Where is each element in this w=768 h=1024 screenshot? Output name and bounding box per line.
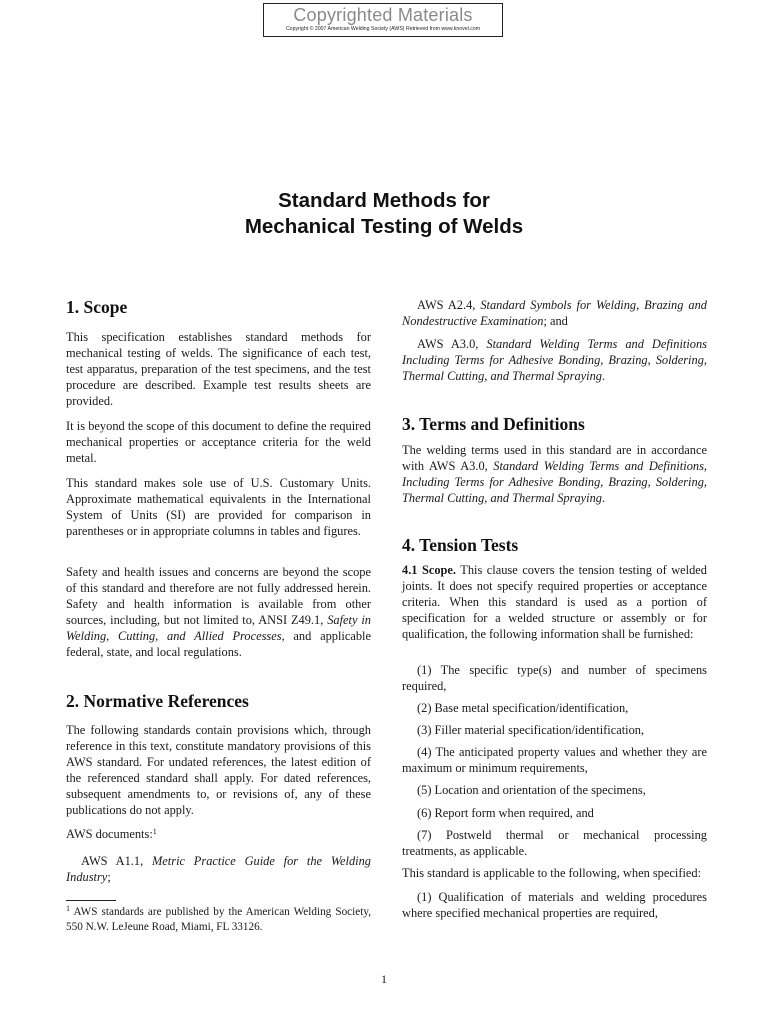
scope-paragraph-3: This standard makes sole use of U.S. Customary Units. Approximate mathematical equivalents in the International System of Units (SI) are provided for comparison in parentheses or in appropriate columns in tables and figures. — [66, 476, 371, 538]
list-item: (4) The anticipated property values and whether they are maximum or minimum requirements, — [402, 745, 707, 775]
list-item: (2) Base metal specification/identification, — [417, 701, 629, 715]
ansi-z49-title: Safety in Welding, Cutting, and Allied Processes — [66, 613, 371, 643]
section-1-heading: 1. Scope — [66, 297, 128, 317]
list-item: (1) The specific type(s) and number of specimens required, — [402, 663, 707, 693]
footnote: $^1$ AWS standards are published by the American Welding Society, 550 N.W. LeJeune Road, Miami, FL 33126. — [66, 904, 371, 933]
section-2-heading: 2. Normative References — [66, 691, 249, 711]
watermark-notice: Copyright © 2007 American Welding Society (AWS) Retrieved from www.knovel.com — [285, 26, 481, 32]
scope-paragraph-1: This specification establishes standard methods for mechanical testing of welds. The significance of each test, test apparatus, preparation of the test specimens, and the test procedure are described. Example test results sheets are provided. — [66, 330, 371, 408]
title-line-1: Standard Methods for — [278, 189, 490, 212]
applicability-statement: This standard is applicable to the following, when specified: — [402, 866, 702, 880]
list-item: (3) Filler material specification/identification, — [417, 723, 645, 737]
reference-aws-a1-1: AWS A1.1, Metric Practice Guide for the Welding Industry; — [66, 854, 371, 884]
normative-paragraph: The following standards contain provisions which, through reference in this text, constitute mandatory provisions of this AWS standard. For undated references, the latest edition of the referenced standard shall apply. For dated references, subsequent amendments to, or revisions of, any of these publications do not apply. — [66, 723, 371, 817]
page-number: 1 — [381, 972, 387, 986]
section-4-heading: 4. Tension Tests — [402, 535, 519, 555]
scope-paragraph-2: It is beyond the scope of this document to define the required mechanical properties or acceptance criteria for the weld metal. — [66, 419, 371, 465]
footnote-ref: 1 — [152, 827, 157, 836]
list-item: (1) Qualification of materials and welding procedures where specified mechanical properties are required, — [402, 890, 707, 920]
section-3-heading: 3. Terms and Definitions — [402, 414, 585, 434]
clause-4-1-label: 4.1 Scope. — [402, 563, 457, 577]
scope-paragraph-4: Safety and health issues and concerns are beyond the scope of this standard and therefore are not fully addressed herein. Safety and health information is available from other sources, including, but not limited to, ANSI Z49.1, Safety in Welding, Cutting, and Allied Processes, and applicable federal, state, and local regulations. — [66, 565, 371, 659]
footnote-divider — [66, 900, 116, 901]
reference-aws-a3-0: AWS A3.0, Standard Welding Terms and Definitions Including Terms for Adhesive Bonding, Brazing, Soldering, Thermal Cutting, and Thermal Spraying. — [402, 337, 707, 383]
reference-aws-a2-4: AWS A2.4, Standard Symbols for Welding, Brazing and Nondestructive Examination; and — [402, 298, 707, 328]
copyright-watermark — [263, 3, 503, 37]
list-item: (5) Location and orientation of the specimens, — [417, 783, 646, 797]
document-title — [0, 188, 768, 240]
aws-documents-label: AWS documents:$^1$ — [66, 827, 157, 841]
watermark-title: Copyrighted Materials — [293, 5, 473, 25]
title-line-2: Mechanical Testing of Welds — [244, 215, 524, 238]
list-item: (6) Report form when required, and — [417, 806, 594, 820]
tension-scope-paragraph: 4.1 Scope. This clause covers the tension testing of welded joints. It does not specify required properties or acceptance criteria. When this standard is used as a portion of specification for a welded structure or assembly or for qualification, the following information shall be furnished: — [402, 563, 707, 641]
terms-paragraph: The welding terms used in this standard are in accordance with AWS A3.0, Standard Welding Terms and Definitions, Including Terms for Adhesive Bonding, Brazing, Soldering, Thermal Cutting, and Thermal Spraying. — [402, 443, 707, 505]
list-item: (7) Postweld thermal or mechanical processing treatments, as applicable. — [402, 828, 707, 858]
